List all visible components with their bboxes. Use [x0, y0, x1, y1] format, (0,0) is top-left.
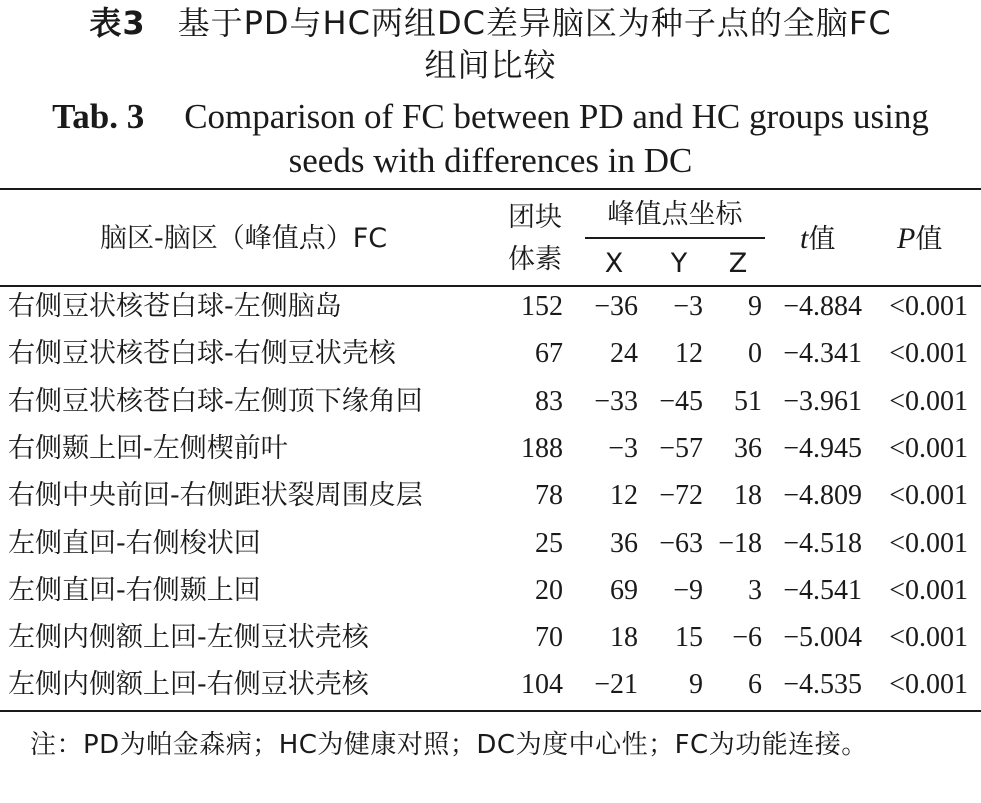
caption-cn-line1: [0, 2, 981, 44]
cell-x: −36: [594, 291, 638, 322]
caption-en-text: Comparison of FC between PD and HC groups using: [184, 97, 929, 136]
cell-p: <0.001: [889, 385, 968, 417]
cell-region: 右侧颞上回-左侧楔前叶: [8, 432, 288, 464]
cell-p: <0.001: [889, 338, 968, 370]
table-caption-en: [0, 95, 981, 183]
cell-x: 12: [610, 480, 638, 512]
cell-region: 左侧内侧额上回-左侧豆状壳核: [8, 622, 369, 654]
cell-t: −3.961: [783, 385, 862, 417]
cell-region: 右侧豆状核苍白球-右侧豆状壳核: [8, 338, 396, 370]
cell-z: 9: [748, 291, 762, 322]
cell-voxels: 70: [535, 622, 563, 654]
cell-y: −3: [673, 291, 703, 322]
cell-voxels: 152: [521, 291, 563, 322]
cell-p: <0.001: [889, 480, 968, 512]
header-cluster-line2: 体素: [508, 244, 562, 275]
caption-en-line2: seeds with differences in DC: [288, 141, 693, 180]
cell-z: 6: [748, 669, 762, 701]
table-note: 注：PD为帕金森病；HC为健康对照；DC为度中心性；FC为功能连接。: [30, 730, 868, 760]
cell-voxels: 20: [535, 574, 563, 606]
table-top-rule: [0, 188, 981, 190]
cell-z: 18: [734, 480, 762, 512]
cell-y: −72: [659, 480, 703, 512]
header-cluster-line1: 团块: [508, 202, 562, 233]
header-t-suffix: 值: [808, 224, 836, 255]
header-x: X: [604, 248, 624, 279]
cell-voxels: 188: [521, 432, 563, 464]
cell-region: 左侧直回-右侧颞上回: [8, 574, 261, 606]
cell-voxels: 25: [535, 527, 563, 559]
caption-cn-label: 表3: [89, 4, 146, 42]
cell-x: −3: [608, 432, 638, 464]
table-caption-cn: [0, 2, 981, 86]
header-peak-coordinates: 峰值点坐标: [607, 199, 743, 230]
cell-t: −4.341: [783, 338, 862, 370]
cell-t: −4.518: [783, 527, 862, 559]
cell-t: −5.004: [783, 622, 862, 654]
cell-z: 0: [748, 338, 762, 370]
cell-p: <0.001: [889, 622, 968, 654]
cell-x: −21: [594, 669, 638, 701]
cell-p: <0.001: [889, 669, 968, 701]
cell-z: 3: [748, 574, 762, 606]
header-t-symbol: t: [800, 222, 809, 255]
peak-coordinate-rule: [585, 237, 765, 239]
cell-z: −18: [718, 527, 762, 559]
caption-en-line1: [0, 95, 981, 139]
caption-cn-text: 基于PD与HC两组DC差异脑区为种子点的全脑FC: [177, 4, 892, 42]
cell-p: <0.001: [889, 432, 968, 464]
cell-z: 36: [734, 432, 762, 464]
cell-y: 15: [675, 622, 703, 654]
header-p-symbol: P: [897, 222, 916, 255]
cell-region: 左侧直回-右侧梭状回: [8, 527, 261, 559]
cell-x: 18: [610, 622, 638, 654]
cell-t: −4.884: [783, 291, 862, 322]
cell-voxels: 78: [535, 480, 563, 512]
header-t-value: [800, 222, 835, 257]
header-y: Y: [670, 248, 688, 279]
cell-y: 9: [689, 669, 703, 701]
table-header-rule: [0, 285, 981, 287]
cell-voxels: 67: [535, 338, 563, 370]
cell-y: 12: [675, 338, 703, 370]
header-p-suffix: 值: [915, 224, 943, 255]
cell-t: −4.945: [783, 432, 862, 464]
cell-x: 36: [610, 527, 638, 559]
cell-z: −6: [732, 622, 762, 654]
header-region: 脑区-脑区（峰值点）FC: [100, 223, 388, 254]
cell-y: −45: [659, 385, 703, 417]
header-z: Z: [728, 248, 748, 279]
cell-p: <0.001: [889, 574, 968, 606]
caption-cn-line2: 组间比较: [424, 46, 557, 84]
cell-t: −4.809: [783, 480, 862, 512]
cell-t: −4.535: [783, 669, 862, 701]
cell-x: 24: [610, 338, 638, 370]
cell-y: −9: [673, 574, 703, 606]
cell-y: −63: [659, 527, 703, 559]
cell-y: −57: [659, 432, 703, 464]
cell-region: 右侧豆状核苍白球-左侧顶下缘角回: [8, 385, 423, 417]
table-bottom-rule: [0, 710, 981, 712]
cell-voxels: 83: [535, 385, 563, 417]
cell-region: 右侧中央前回-右侧距状裂周围皮层: [8, 480, 423, 512]
cell-x: 69: [610, 574, 638, 606]
cell-region: 左侧内侧额上回-右侧豆状壳核: [8, 669, 369, 701]
cell-z: 51: [734, 385, 762, 417]
cell-region: 右侧豆状核苍白球-左侧脑岛: [8, 291, 342, 322]
cell-t: −4.541: [783, 574, 862, 606]
cell-p: <0.001: [889, 291, 968, 322]
cell-p: <0.001: [889, 527, 968, 559]
cell-x: −33: [594, 385, 638, 417]
cell-voxels: 104: [521, 669, 563, 701]
caption-en-label: Tab. 3: [52, 97, 145, 136]
header-p-value: [897, 222, 942, 257]
